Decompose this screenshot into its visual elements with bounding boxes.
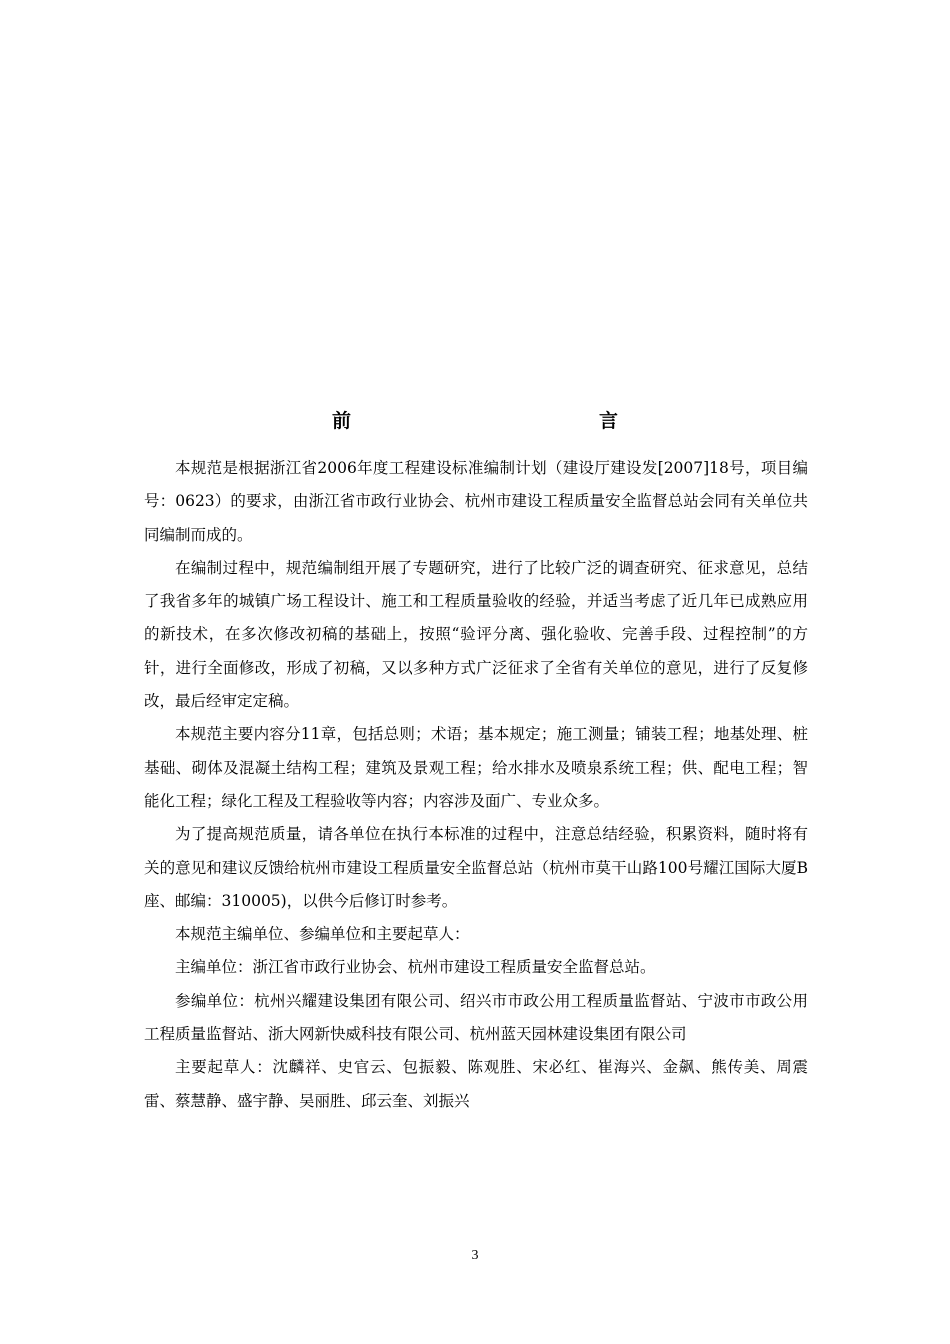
paragraph-chief-units: 主编单位：浙江省市政行业协会、杭州市建设工程质量安全监督总站。 [175, 958, 656, 977]
paragraph-contents: 本规范主要内容分11章，包括总则；术语；基本规定；施工测量；铺装工程；地基处理、桩基础、砌体及混凝土结构工程；建筑及景观工程；给水排水及喷泉系统工程；供、配电工程；智能化工程；绿化工程及工程验收等内容；内容涉及面广、专业众多。 [144, 725, 808, 810]
paragraph-units-intro: 本规范主编单位、参编单位和主要起草人： [175, 925, 470, 944]
paragraph-basis: 本规范是根据浙江省2006年度工程建设标准编制计划（建设厅建设发[2007]18号，项目编号：0623）的要求，由浙江省市政行业协会、杭州市建设工程质量安全监督总站会同有关单位共同编制而成的。 [144, 459, 808, 544]
paragraph-participating-units: 参编单位：杭州兴耀建设集团有限公司、绍兴市市政公用工程质量监督站、宁波市市政公用工程质量监督站、浙大网新快威科技有限公司、杭州蓝天园林建设集团有限公司 [144, 991, 808, 1044]
paragraph-drafters: 主要起草人：沈麟祥、史官云、包振毅、陈观胜、宋必红、崔海兴、金飙、熊传美、周震雷、蔡慧静、盛宇静、吴丽胜、邱云奎、刘振兴 [144, 1058, 808, 1110]
paragraph-feedback: 为了提高规范质量，请各单位在执行本标准的过程中，注意总结经验，积累资料，随时将有关的意见和建议反馈给杭州市建设工程质量安全监督总站（杭州市莫干山路100号耀江国际大厦B座、邮编：310005)，以供今后修订时参考。 [144, 825, 808, 910]
paragraph-process: 在编制过程中，规范编制组开展了专题研究，进行了比较广泛的调查研究、征求意见，总结了我省多年的城镇广场工程设计、施工和工程质量验收的经验，并适当考虑了近几年已成熟应用的新技术，在多次修改初稿的基础上，按照“验评分离、强化验收、完善手段、过程控制”的方针，进行全面修改，形成了初稿，又以多种方式广泛征求了全省有关单位的意见，进行了反复修改，最后经审定定稿。 [144, 558, 808, 711]
page-number: 3 [471, 1248, 479, 1263]
page-title: 前 言 [331, 410, 688, 432]
body-text [144, 452, 808, 1118]
